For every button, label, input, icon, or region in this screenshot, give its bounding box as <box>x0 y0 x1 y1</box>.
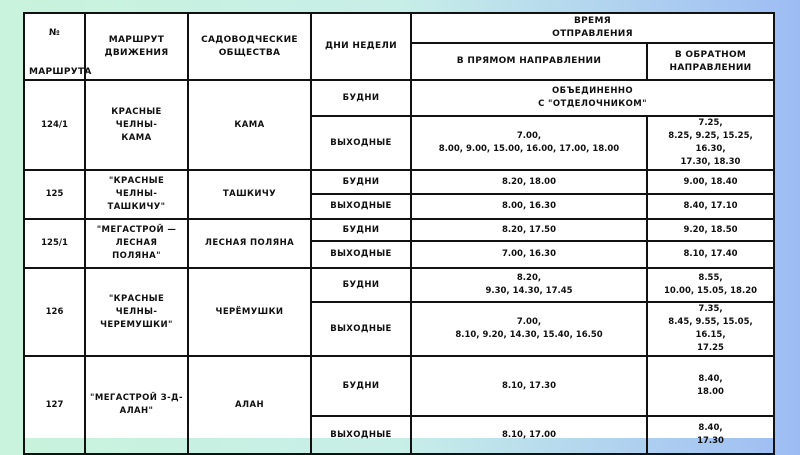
reverse-times: 8.40, 17.10 <box>647 194 774 219</box>
reverse-times: 9.20, 18.50 <box>647 219 774 241</box>
society-name: ЛЕСНАЯ ПОЛЯНА <box>188 219 311 268</box>
reverse-times: 7.25, 8.25, 9.25, 15.25, 16.30, 17.30, 18.30 <box>647 116 774 170</box>
forward-times: 7.00, 8.10, 9.20, 14.30, 15.40, 16.50 <box>411 302 647 356</box>
day-label: ВЫХОДНЫЕ <box>311 241 411 268</box>
forward-times: 8.20, 9.30, 14.30, 17.45 <box>411 268 647 302</box>
day-label: БУДНИ <box>311 170 411 194</box>
route-number: 124/1 <box>24 80 85 170</box>
header-departure-time: ВРЕМЯ ОТПРАВЛЕНИЯ <box>411 13 774 43</box>
route-name: "МЕГАСТРОЙ З-Д- АЛАН" <box>85 356 188 454</box>
reverse-times: 8.55, 10.00, 15.05, 18.20 <box>647 268 774 302</box>
reverse-times: 7.35, 8.45, 9.55, 15.05, 16.15, 17.25 <box>647 302 774 356</box>
table-row <box>24 356 774 416</box>
forward-times: 8.00, 16.30 <box>411 194 647 219</box>
day-label: БУДНИ <box>311 80 411 116</box>
route-name: КРАСНЫЕ ЧЕЛНЫ- КАМА <box>85 80 188 170</box>
reverse-times: 8.40, 18.00 <box>647 356 774 416</box>
table-row <box>24 80 774 116</box>
forward-times: 8.20, 17.50 <box>411 219 647 241</box>
table-row <box>24 219 774 241</box>
forward-times: 7.00, 8.00, 9.00, 15.00, 16.00, 17.00, 18.00 <box>411 116 647 170</box>
day-label: ВЫХОДНЫЕ <box>311 194 411 219</box>
forward-times: 8.10, 17.00 <box>411 416 647 454</box>
forward-times: 8.20, 18.00 <box>411 170 647 194</box>
header-number-symbol: № <box>48 28 61 38</box>
day-label: БУДНИ <box>311 356 411 416</box>
header-row-top <box>24 13 774 43</box>
day-label: ВЫХОДНЫЕ <box>311 302 411 356</box>
society-name: ЧЕРЁМУШКИ <box>188 268 311 356</box>
route-number: 126 <box>24 268 85 356</box>
route-number: 127 <box>24 356 85 454</box>
route-name: "КРАСНЫЕ ЧЕЛНЫ- ЧЕРЕМУШКИ" <box>85 268 188 356</box>
society-name: ТАШКИЧУ <box>188 170 311 219</box>
route-name: "МЕГАСТРОЙ — ЛЕСНАЯ ПОЛЯНА" <box>85 219 188 268</box>
forward-times: 7.00, 16.30 <box>411 241 647 268</box>
header-days: ДНИ НЕДЕЛИ <box>311 13 411 80</box>
header-forward: В ПРЯМОМ НАПРАВЛЕНИИ <box>411 43 647 80</box>
header-number <box>24 13 92 80</box>
weekday-merged-note: ОБЪЕДИНЕННО С "ОТДЕЛОЧНИКОМ" <box>411 80 774 116</box>
day-label: ВЫХОДНЫЕ <box>311 416 411 454</box>
forward-times: 8.10, 17.30 <box>411 356 647 416</box>
reverse-times: 9.00, 18.40 <box>647 170 774 194</box>
header-societies: САДОВОДЧЕСКИЕ ОБЩЕСТВА <box>188 13 311 80</box>
header-route: МАРШРУТ ДВИЖЕНИЯ <box>85 13 188 80</box>
day-label: БУДНИ <box>311 268 411 302</box>
schedule-sheet <box>23 12 773 446</box>
header-number-label: МАРШРУТА <box>29 67 92 77</box>
reverse-times: 8.40, 17.30 <box>647 416 774 454</box>
schedule-table <box>23 12 775 455</box>
society-name: КАМА <box>188 80 311 170</box>
reverse-times: 8.10, 17.40 <box>647 241 774 268</box>
day-label: ВЫХОДНЫЕ <box>311 116 411 170</box>
table-row <box>24 268 774 302</box>
route-number: 125 <box>24 170 85 219</box>
day-label: БУДНИ <box>311 219 411 241</box>
route-name: "КРАСНЫЕ ЧЕЛНЫ-ТАШКИЧУ" <box>85 170 188 219</box>
header-reverse: В ОБРАТНОМ НАПРАВЛЕНИИ <box>647 43 774 80</box>
society-name: АЛАН <box>188 356 311 454</box>
route-number: 125/1 <box>24 219 85 268</box>
table-row <box>24 170 774 194</box>
